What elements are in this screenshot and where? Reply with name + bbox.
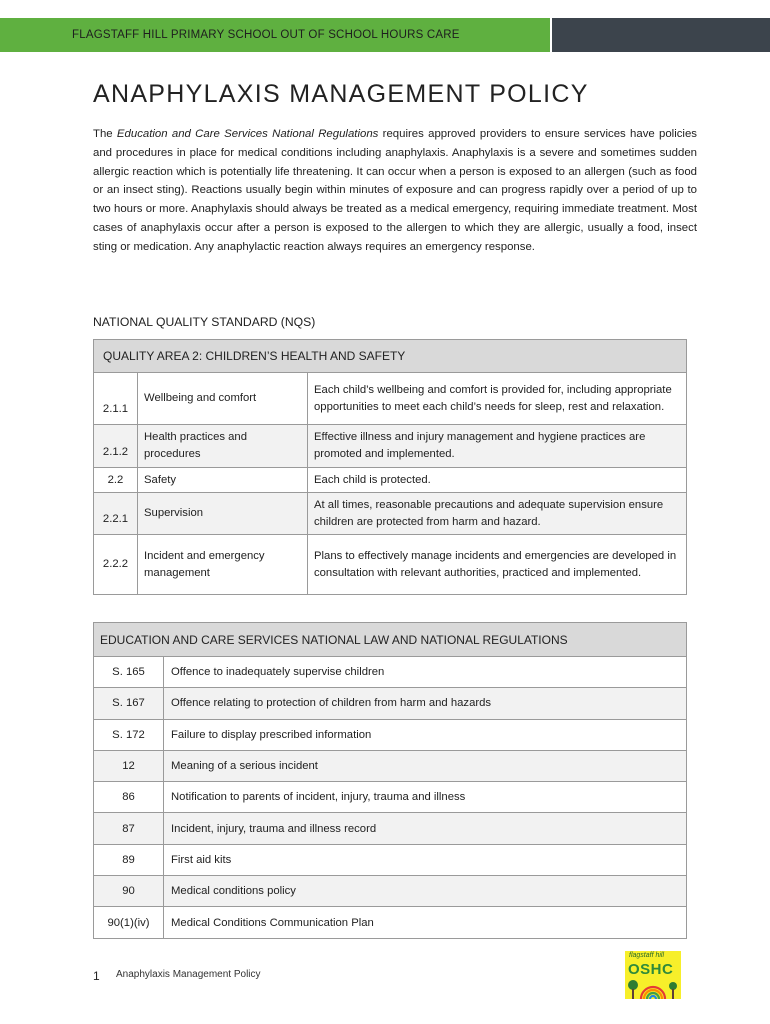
nqs-code: 2.2 — [94, 468, 138, 493]
nqs-name: Supervision — [138, 493, 308, 535]
nqs-table — [93, 339, 687, 595]
table-row — [94, 719, 687, 750]
logo-top-text: flagstaff hill — [629, 952, 665, 959]
footer-doc-title: Anaphylaxis Management Policy — [116, 969, 261, 980]
page-number: 1 — [93, 969, 100, 983]
table-row — [94, 750, 687, 781]
intro-prefix: The — [93, 128, 117, 140]
nqs-code: 2.2.2 — [94, 535, 138, 595]
nqs-description: Plans to effectively manage incidents and emergencies are developed in consultation with relevant authorities, practiced and implemented. — [308, 535, 687, 595]
table-row — [94, 813, 687, 844]
regulation-description: Meaning of a serious incident — [164, 750, 687, 781]
intro-paragraph — [93, 125, 697, 257]
regulation-description: Medical Conditions Communication Plan — [164, 907, 687, 938]
regulation-description: Notification to parents of incident, injury, trauma and illness — [164, 782, 687, 813]
nqs-table-header: QUALITY AREA 2: CHILDREN’S HEALTH AND SAFETY — [94, 340, 687, 373]
regulation-code: 90 — [94, 876, 164, 907]
table-row — [94, 876, 687, 907]
table-row — [94, 782, 687, 813]
regulation-code: S. 167 — [94, 688, 164, 719]
regulation-description: Offence to inadequately supervise children — [164, 657, 687, 688]
intro-regulations-title: Education and Care Services National Regulations — [116, 128, 379, 140]
table-row — [94, 844, 687, 875]
table-row — [94, 535, 687, 595]
regulation-description: First aid kits — [164, 844, 687, 875]
regulations-table — [93, 622, 687, 939]
table-row — [94, 373, 687, 425]
header-dark-band — [552, 18, 770, 52]
logo-main-text: OSHC — [628, 961, 674, 978]
table-row — [94, 907, 687, 938]
table-row — [94, 493, 687, 535]
table-row — [94, 688, 687, 719]
nqs-name: Incident and emergency management — [138, 535, 308, 595]
header-school-band — [0, 18, 550, 52]
regulation-code: S. 172 — [94, 719, 164, 750]
regulation-code: 87 — [94, 813, 164, 844]
school-name: FLAGSTAFF HILL PRIMARY SCHOOL OUT OF SCHOOL HOURS CARE — [72, 29, 460, 41]
nqs-name: Wellbeing and comfort — [138, 373, 308, 425]
nqs-code: 2.1.2 — [94, 425, 138, 468]
regulation-code: 86 — [94, 782, 164, 813]
header-bar — [0, 18, 770, 52]
regulation-code: S. 165 — [94, 657, 164, 688]
table-row — [94, 657, 687, 688]
regulation-code: 90(1)(iv) — [94, 907, 164, 938]
nqs-description: Effective illness and injury management and hygiene practices are promoted and implemented. — [308, 425, 687, 468]
nqs-code: 2.1.1 — [94, 373, 138, 425]
regulations-table-header: EDUCATION AND CARE SERVICES NATIONAL LAW AND NATIONAL REGULATIONS — [94, 623, 687, 657]
nqs-description: Each child’s wellbeing and comfort is provided for, including appropriate opportunities to meet each child’s needs for sleep, rest and relaxation. — [308, 373, 687, 425]
nqs-heading: NATIONAL QUALITY STANDARD (NQS) — [93, 315, 316, 329]
regulation-code: 89 — [94, 844, 164, 875]
nqs-description: At all times, reasonable precautions and adequate supervision ensure children are protected from harm and hazard. — [308, 493, 687, 535]
nqs-description: Each child is protected. — [308, 468, 687, 493]
nqs-name: Safety — [138, 468, 308, 493]
regulation-description: Offence relating to protection of children from harm and hazards — [164, 688, 687, 719]
page-title: ANAPHYLAXIS MANAGEMENT POLICY — [93, 80, 589, 108]
logo-rainbow-art — [625, 977, 681, 999]
regulation-description: Incident, injury, trauma and illness record — [164, 813, 687, 844]
regulation-code: 12 — [94, 750, 164, 781]
oshc-logo — [625, 951, 681, 999]
nqs-name: Health practices and procedures — [138, 425, 308, 468]
table-row — [94, 425, 687, 468]
regulation-description: Failure to display prescribed information — [164, 719, 687, 750]
table-row — [94, 468, 687, 493]
nqs-code: 2.2.1 — [94, 493, 138, 535]
regulation-description: Medical conditions policy — [164, 876, 687, 907]
intro-body: requires approved providers to ensure services have policies and procedures in place for medical conditions including anaphylaxis. Anaphylaxis is a severe and sometimes sudden allergic reaction which is potentially life threatening. It can occur when a person is exposed to an allergen (such as food or an insect sting). Reactions usually begin within minutes of exposure and can progress rapidly over a period of up to two hours or more. Anaphylaxis should always be treated as a medical emergency, requiring immediate treatment. Most cases of anaphylaxis occur after a person is exposed to the allergen to which they are allergic, usually a food, insect sting or medication. Any anaphylactic reaction always requires an emergency response. — [93, 128, 697, 253]
